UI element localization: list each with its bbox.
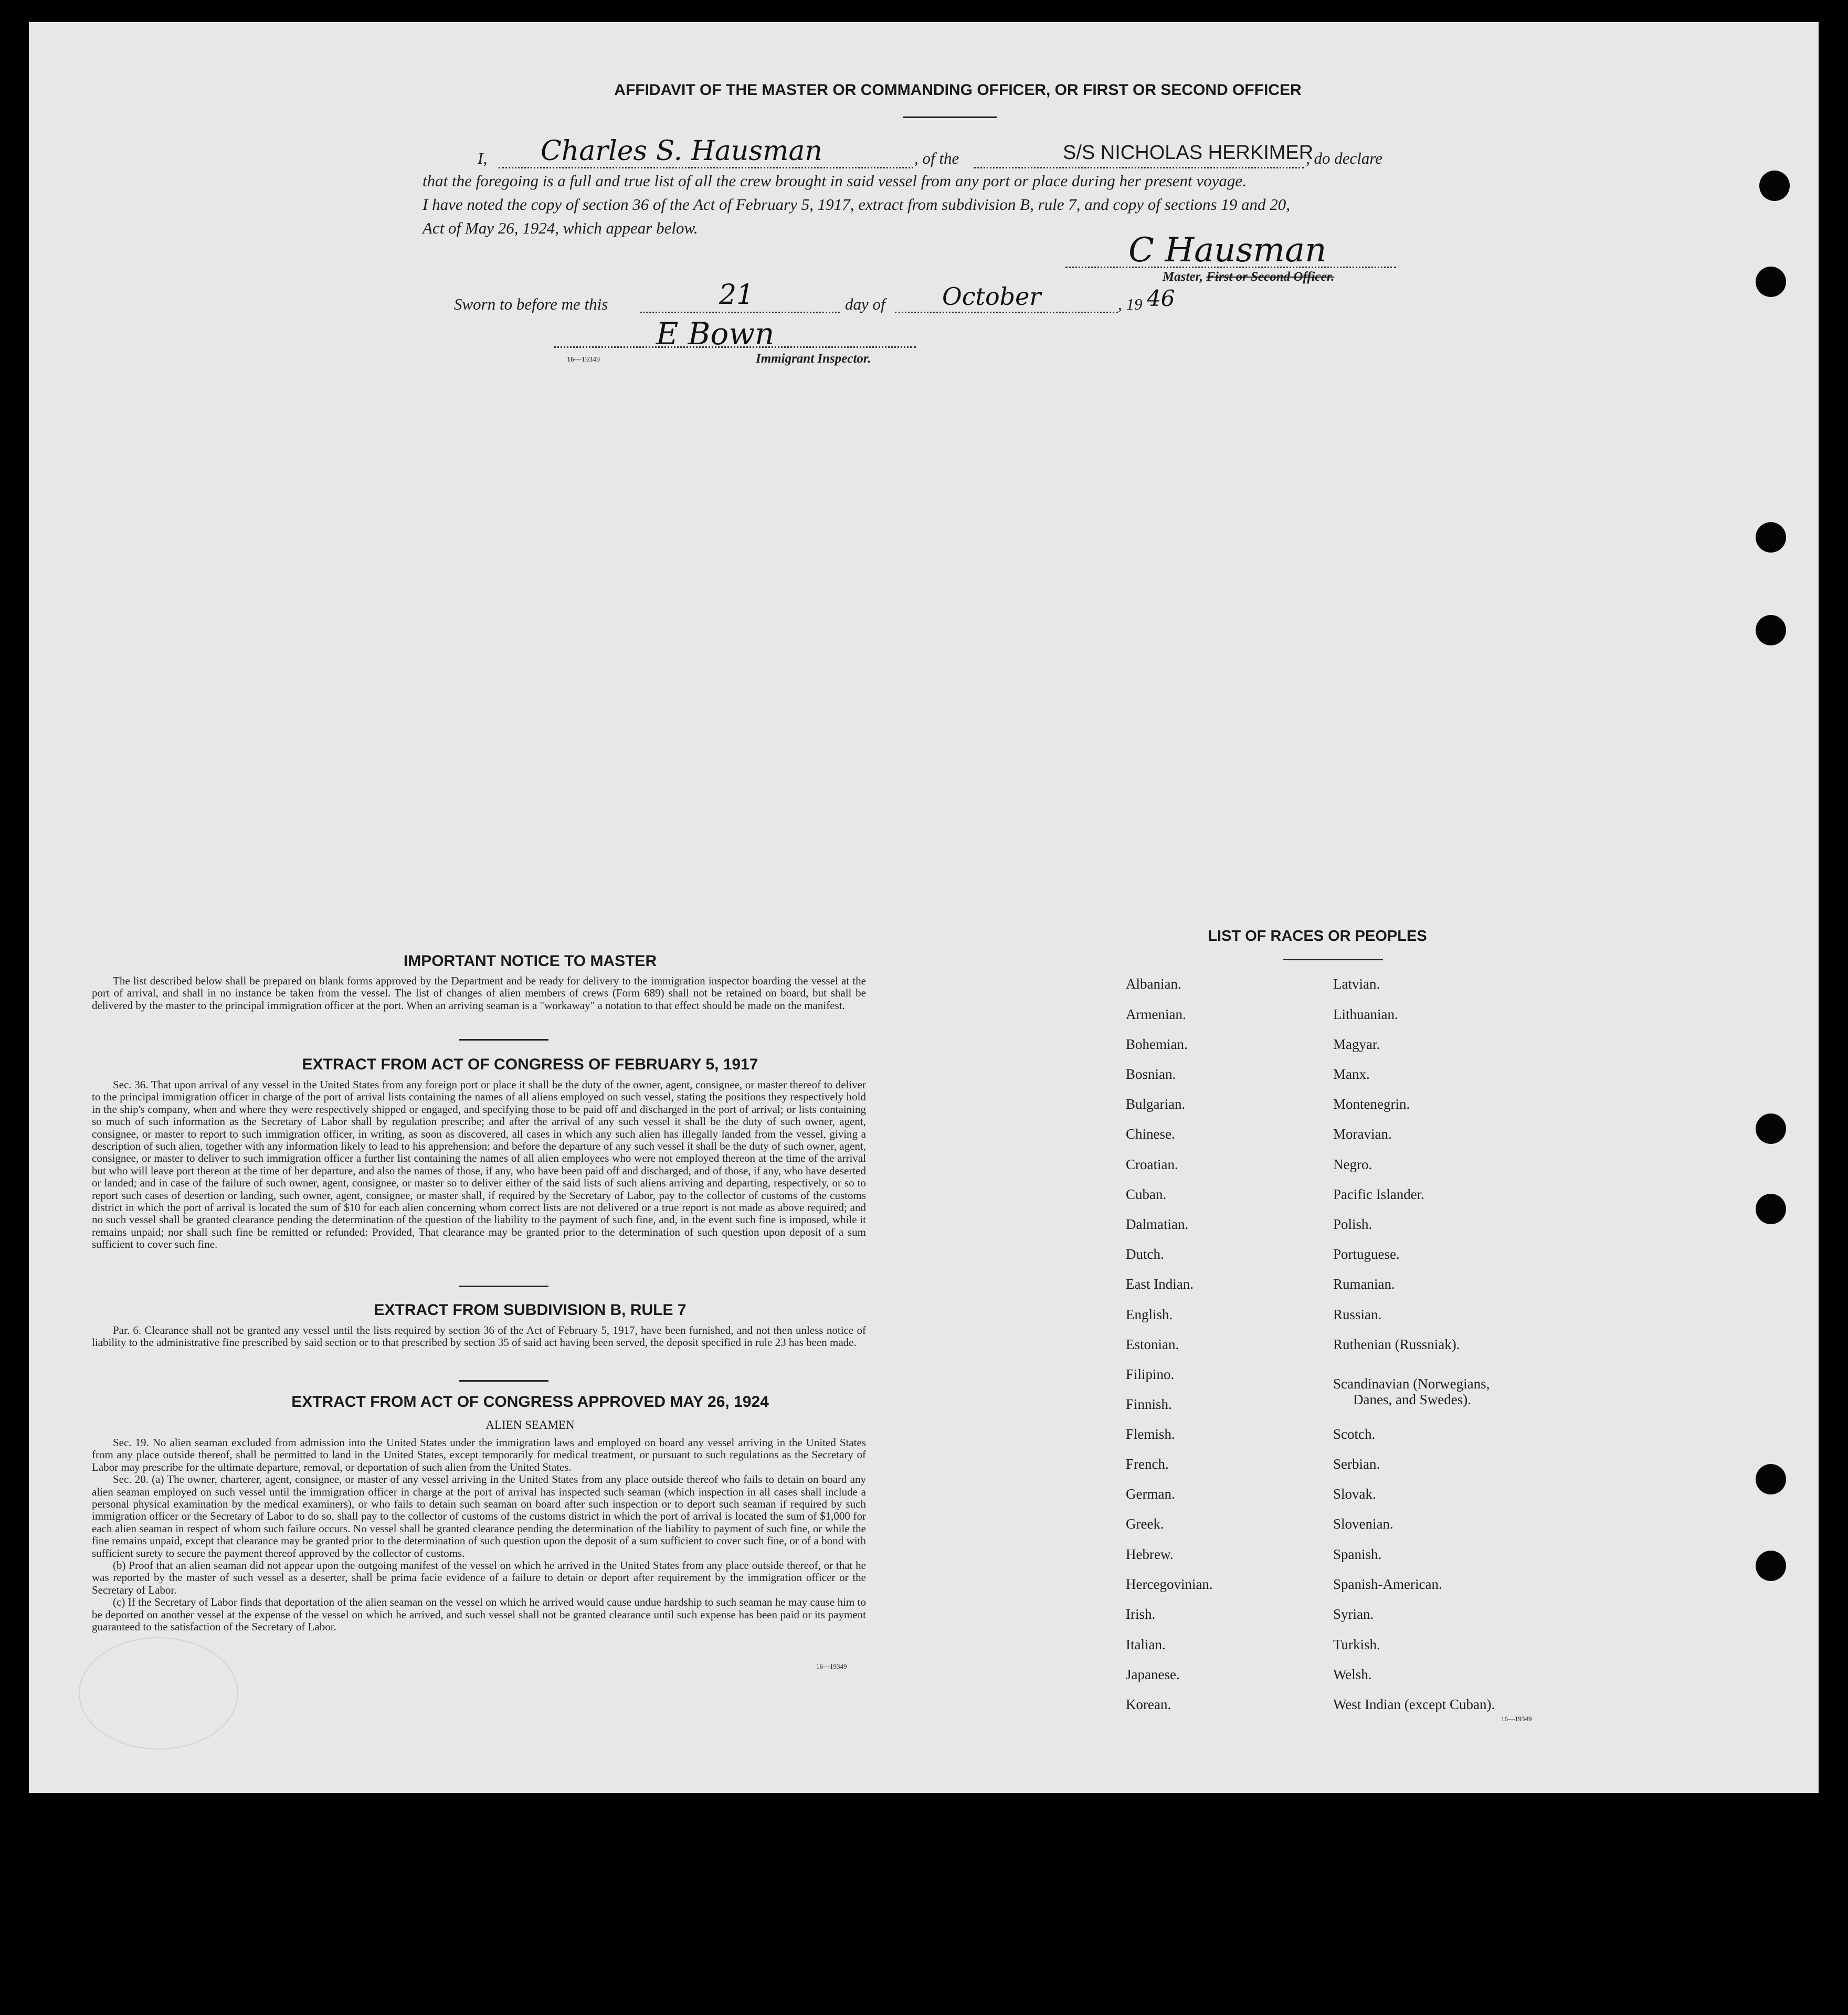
race-item: English. — [1126, 1307, 1173, 1322]
signer-signature: Charles S. Hausman — [541, 135, 822, 167]
affidavit-text-line: that the foregoing is a full and true list of all the crew brought in said vessel from any port or place during her present voyage. — [423, 172, 1247, 190]
race-item: Slovenian. — [1333, 1516, 1393, 1532]
race-item: Scandinavian (Norwegians, — [1333, 1376, 1490, 1392]
act1924-paragraph: (c) If the Secretary of Labor finds that deportation of the alien seaman on the vessel on which he arrived would cause undue hardship to such seaman he may cause him to be deported on another vessel at the expense of the vessel on which he arrived, and such vessel shall not be granted clearance until such expense has been paid or its payment guaranteed to the satisfaction of the Secretary of Labor. — [92, 1596, 866, 1634]
race-item: Hercegovinian. — [1126, 1576, 1213, 1592]
form-number: 16—19349 — [567, 356, 600, 364]
do-declare-label: , do declare — [1306, 149, 1383, 167]
race-item: Slovak. — [1333, 1486, 1376, 1502]
act1924-paragraph: Sec. 20. (a) The owner, charterer, agent, consignee, or master of any vessel arriving in the United States from any place outside thereof who fails to detain on board any alien seaman employed on such vessel until the immigration officer in charge at the port of arrival has inspected such seaman (which inspection in all cases shall include a personal physical examination by the medical examiners), or who fails to detain such seaman on board after such inspection or to deport such seaman if required by such immigration officer or the Secretary of Labor to do so, shall pay to the collector of customs of the customs district in which the port of arrival is located the sum of $1,000 for each alien seaman in respect of whom such failure occurs. No vessel shall be granted clearance pending the determination of the liability to payment of such fine, or while the fine remains unpaid, except that clearance may be granted prior to the determination of such question upon the deposit of a sum sufficient to cover such fine, or of a bond with sufficient surety to secure the payment thereof approved by the collector of customs. — [92, 1473, 866, 1560]
inspector-signature: E Bown — [656, 316, 775, 352]
race-item: Manx. — [1333, 1066, 1370, 1082]
race-item: Estonian. — [1126, 1337, 1179, 1352]
race-item: Pacific Islander. — [1333, 1186, 1424, 1202]
race-item: Portuguese. — [1333, 1246, 1400, 1262]
race-item: Filipino. — [1126, 1366, 1175, 1382]
master-signature-block — [1065, 231, 1396, 289]
race-item: West Indian (except Cuban). — [1333, 1696, 1495, 1712]
race-item: Montenegrin. — [1333, 1096, 1410, 1112]
race-item: Croatian. — [1126, 1157, 1178, 1172]
act1924-text — [92, 1437, 866, 1634]
race-item: Hebrew. — [1126, 1546, 1174, 1562]
divider — [459, 1380, 548, 1382]
affidavit-text-line: Act of May 26, 1924, which appear below. — [423, 219, 698, 237]
race-item: Latvian. — [1333, 976, 1380, 992]
race-item: Serbian. — [1333, 1456, 1380, 1472]
race-item: Bohemian. — [1126, 1036, 1188, 1052]
act1924-paragraph: (b) Proof that an alien seaman did not appear upon the outgoing manifest of the vessel on which he arrived in the United States from any place outside thereof, or that he was reported by the master of such vessel as a deserter, shall be prima facie evidence of a failure to detain or deport after requirement by the immigration officer or the Secretary of Labor. — [92, 1559, 866, 1596]
races-right-column — [1333, 976, 1575, 1721]
embossed-seal — [79, 1637, 238, 1749]
race-item: Dalmatian. — [1126, 1216, 1189, 1232]
rule7-title: EXTRACT FROM SUBDIVISION B, RULE 7 — [374, 1301, 687, 1319]
race-item: Armenian. — [1126, 1006, 1186, 1022]
act1924-paragraph: Sec. 19. No alien seaman excluded from admission into the United States under the immigration laws and employed on board any vessel arriving in the United States from any place outside thereof, shall be permitted to land in the United States, except temporarily for medical treatment, or pursuant to such regulations as the Secretary of Labor may prescribe for the ultimate departure, removal, or deportation of such alien from the United States. — [92, 1436, 866, 1473]
race-item: Turkish. — [1333, 1637, 1380, 1652]
race-item: Korean. — [1126, 1696, 1171, 1712]
day-of-label: day of — [845, 295, 885, 313]
sworn-label: Sworn to before me this — [454, 295, 608, 313]
sworn-day: 21 — [719, 279, 754, 311]
race-item: Irish. — [1126, 1606, 1156, 1622]
notice-title: IMPORTANT NOTICE TO MASTER — [403, 952, 657, 970]
divider — [1283, 959, 1383, 960]
punch-hole — [1756, 1113, 1786, 1144]
race-item: Magyar. — [1333, 1036, 1380, 1052]
punch-hole — [1756, 1551, 1786, 1581]
race-item: East Indian. — [1126, 1276, 1194, 1292]
affidavit-text-line: I have noted the copy of section 36 of the Act of February 5, 1917, extract from subdivision B, rule 7, and copy of sections 19 and 20, — [423, 195, 1291, 214]
sworn-month: October — [942, 282, 1041, 311]
affidavit-title: AFFIDAVIT OF THE MASTER OR COMMANDING OFFICER, OR FIRST OR SECOND OFFICER — [614, 81, 1302, 99]
form-number: 16—19349 — [816, 1662, 847, 1670]
act1917-text: Sec. 36. That upon arrival of any vessel in the United States from any foreign port or place it shall be the duty of the owner, agent, consignee, or master thereof to deliver to the principal immigration officer in charge of the port of arrival lists containing the names of all aliens employed on such vessel, stating the positions they respectively hold in the ship's company, when and where they were respectively shipped or engaged, and specifying those to be paid off and discharged in the port of arrival; or lists containing so much of such information as the Secretary of Labor shall by regulation prescribe; and after the arrival of any such vessel it shall be the duty of such owner, agent, consignee, or master to report to such immigration officer, in writing, as soon as discovered, all cases in which any such alien has illegally landed from the vessel, giving a description of such alien, together with any information likely to lead to his apprehension; and before the departure of any such vessel it shall be the duty of such owner, agent, consignee, or master to deliver to such immigration officer a further list containing the names of all alien employees who were not employed thereon at the time of the arrival but who will leave port thereon at the time of her departure, and also the names of those, if any, who have been paid off and discharged, and of those, if any, who have deserted or landed; and in case of the failure of such owner, agent, consignee, or master so to deliver either of the said lists of such aliens arriving and departing, respectively, or so to report such cases of desertion or landing, such owner, agent, consignee, or master shall, if required by the Secretary of Labor, pay to the collector of customs of the customs district in which the port of arrival is located the sum of $10 for each alien concerning whom correct lists are not delivered or a true report is not made as above required; and no such vessel shall be granted clearance pending the determination of the question of the liability to the payment of such fine, and, in the event such fine is imposed, while it remains unpaid; nor shall such fine be remitted or refunded: Provided, That clearance may be granted prior to the determination of such question upon deposit of a sum sufficient to cover such fine. — [92, 1078, 866, 1251]
races-title: LIST OF RACES OR PEOPLES — [1208, 928, 1427, 945]
race-item: Lithuanian. — [1333, 1006, 1398, 1022]
race-item: Danes, and Swedes). — [1353, 1392, 1471, 1407]
master-caption: Master, First or Second Officer. — [1163, 270, 1335, 284]
divider — [903, 116, 997, 118]
race-item: Greek. — [1126, 1516, 1164, 1532]
race-item: Japanese. — [1126, 1667, 1180, 1682]
inspector-caption: Immigrant Inspector. — [756, 352, 871, 366]
sworn-year: 46 — [1147, 285, 1175, 311]
race-item: Spanish. — [1333, 1546, 1382, 1562]
i-label: I, — [478, 149, 488, 167]
race-item: Bulgarian. — [1126, 1096, 1186, 1112]
race-item: Cuban. — [1126, 1186, 1167, 1202]
race-item: Welsh. — [1333, 1667, 1372, 1682]
act1917-title: EXTRACT FROM ACT OF CONGRESS OF FEBRUARY 5, 1917 — [302, 1056, 758, 1073]
race-item: Ruthenian (Russniak). — [1333, 1337, 1460, 1352]
race-item: Finnish. — [1126, 1396, 1172, 1412]
race-item: German. — [1126, 1486, 1175, 1502]
affidavit-line-1 — [478, 135, 1417, 173]
act1924-title: EXTRACT FROM ACT OF CONGRESS APPROVED MAY 26, 1924 — [291, 1393, 769, 1410]
form-number: 16—19349 — [1501, 1715, 1532, 1723]
vessel-name: S/S NICHOLAS HERKIMER — [1063, 142, 1314, 164]
race-item: Dutch. — [1126, 1246, 1164, 1262]
race-item: French. — [1126, 1456, 1169, 1472]
race-item: Moravian. — [1333, 1126, 1392, 1142]
rule7-text: Par. 6. Clearance shall not be granted any vessel until the lists required by section 36 of the Act of February 5, 1917, have been furnished, and not then unless notice of liability to the administrative fine prescribed by said section or to that prescribed by section 35 of said act having been served, the deposit specified in rule 23 has been made. — [92, 1324, 866, 1349]
year-prefix: , 19 — [1118, 295, 1143, 313]
master-signature: C Hausman — [1128, 231, 1327, 270]
punch-hole — [1756, 522, 1786, 553]
notice-text: The list described below shall be prepared on blank forms approved by the Department and be ready for delivery to the immigration inspector boarding the vessel at the port of arrival, and shall in no instance be taken from the vessel. The list of changes of alien members of crews (Form 689) shall not be retained on board, but shall be delivered by the master to the principal immigration officer at the port. When an arriving seaman is a "workaway" a notation to that effect should be made on the manifest. — [92, 974, 866, 1012]
punch-hole — [1759, 171, 1790, 201]
race-item: Italian. — [1126, 1637, 1166, 1652]
affidavit-text — [423, 169, 1420, 240]
divider — [459, 1286, 548, 1287]
race-item: Albanian. — [1126, 976, 1181, 992]
race-item: Negro. — [1333, 1157, 1372, 1172]
of-the-label: , of the — [914, 149, 959, 167]
race-item: Bosnian. — [1126, 1066, 1176, 1082]
inspector-block — [554, 315, 916, 373]
race-item: Scotch. — [1333, 1426, 1376, 1442]
race-item: Flemish. — [1126, 1426, 1175, 1442]
race-item: Syrian. — [1333, 1606, 1374, 1622]
race-item: Chinese. — [1126, 1126, 1175, 1142]
race-item: Rumanian. — [1333, 1276, 1395, 1292]
race-item: Polish. — [1333, 1216, 1372, 1232]
act1924-subtitle: ALIEN SEAMEN — [485, 1418, 575, 1431]
punch-hole — [1756, 1194, 1786, 1224]
divider — [459, 1039, 548, 1041]
punch-hole — [1756, 1464, 1786, 1494]
punch-hole — [1756, 267, 1786, 297]
punch-hole — [1756, 615, 1786, 645]
race-item: Russian. — [1333, 1307, 1382, 1322]
race-item: Spanish-American. — [1333, 1576, 1442, 1592]
